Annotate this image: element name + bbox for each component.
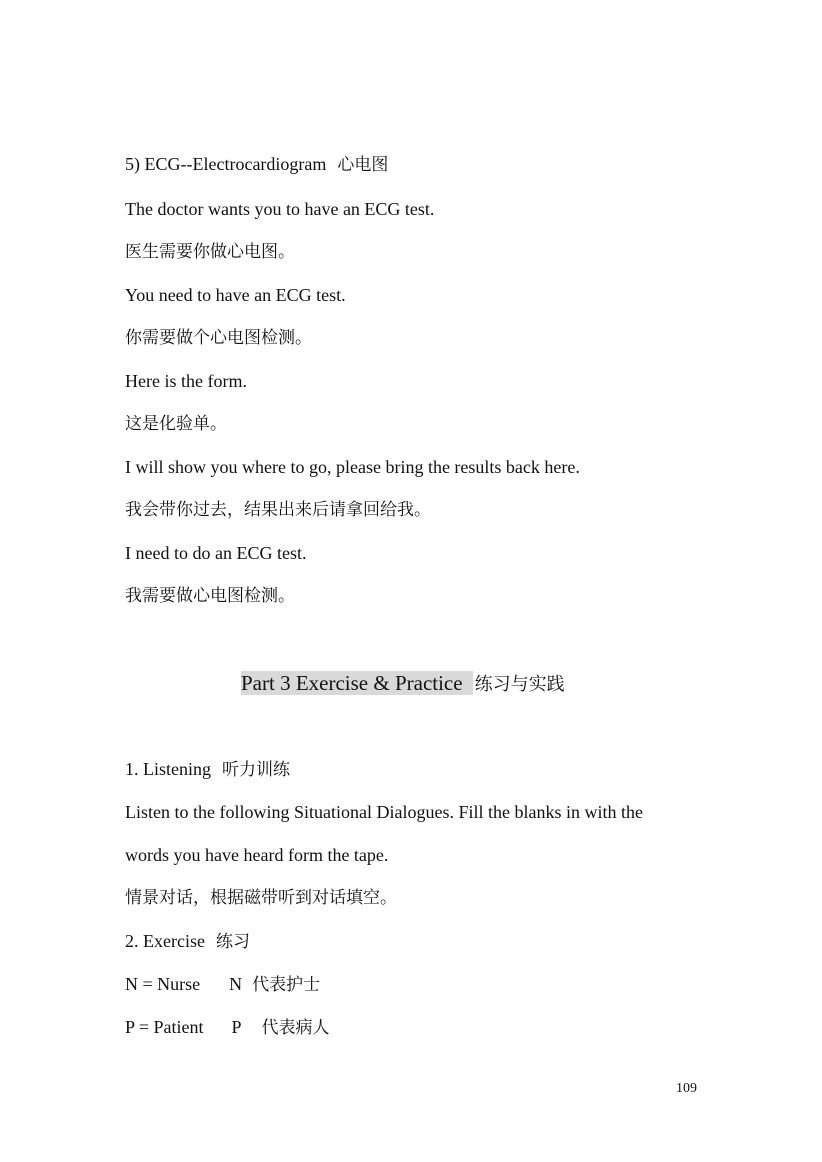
ecg-line-4-cn: 我会带你过去，结果出来后请拿回给我。 (125, 500, 431, 520)
section-ecg-title (125, 152, 388, 177)
patient-legend (125, 1015, 330, 1040)
part3-heading (241, 670, 565, 698)
ecg-line-4-en: I will show you where to go, please bring the results back here. (125, 457, 580, 477)
section-ecg-title-en: 5) ECG--Electrocardiogram (125, 154, 327, 174)
listening-title-en: 1. Listening (125, 759, 211, 779)
exercise-title-cn: 练习 (215, 932, 250, 952)
nurse-legend-letter: N (229, 974, 243, 994)
page-number: 109 (676, 1081, 697, 1096)
exercise-title (125, 929, 250, 954)
exercise-title-en: 2. Exercise (125, 931, 205, 951)
section-ecg-title-cn: 心电图 (337, 155, 389, 175)
nurse-legend (125, 972, 320, 997)
ecg-line-3-cn: 这是化验单。 (125, 414, 227, 434)
listening-instruction-1: Listen to the following Situational Dialogues. Fill the blanks in with the (125, 802, 643, 822)
ecg-line-5-cn: 我需要做心电图检测。 (125, 586, 295, 606)
patient-legend-letter: P (231, 1017, 242, 1037)
listening-instruction-2: words you have heard form the tape. (125, 845, 389, 865)
part3-heading-cn: 练习与实践 (474, 674, 565, 695)
listening-instruction-cn: 情景对话，根据磁带听到对话填空。 (125, 888, 397, 908)
nurse-legend-cn: 代表护士 (252, 975, 321, 995)
ecg-line-2-cn: 你需要做个心电图检测。 (125, 328, 312, 348)
ecg-line-1-cn: 医生需要你做心电图。 (125, 242, 295, 262)
ecg-line-5-en: I need to do an ECG test. (125, 543, 307, 563)
ecg-line-1-en: The doctor wants you to have an ECG test. (125, 199, 435, 219)
part3-heading-en: Part 3 Exercise & Practice (241, 671, 473, 695)
ecg-line-2-en: You need to have an ECG test. (125, 285, 346, 305)
ecg-line-3-en: Here is the form. (125, 371, 247, 391)
nurse-legend-en: N = Nurse (125, 974, 201, 994)
listening-title (125, 757, 290, 782)
listening-title-cn: 听力训练 (222, 760, 290, 780)
patient-legend-en: P = Patient (125, 1017, 204, 1037)
patient-legend-cn: 代表病人 (261, 1018, 330, 1038)
